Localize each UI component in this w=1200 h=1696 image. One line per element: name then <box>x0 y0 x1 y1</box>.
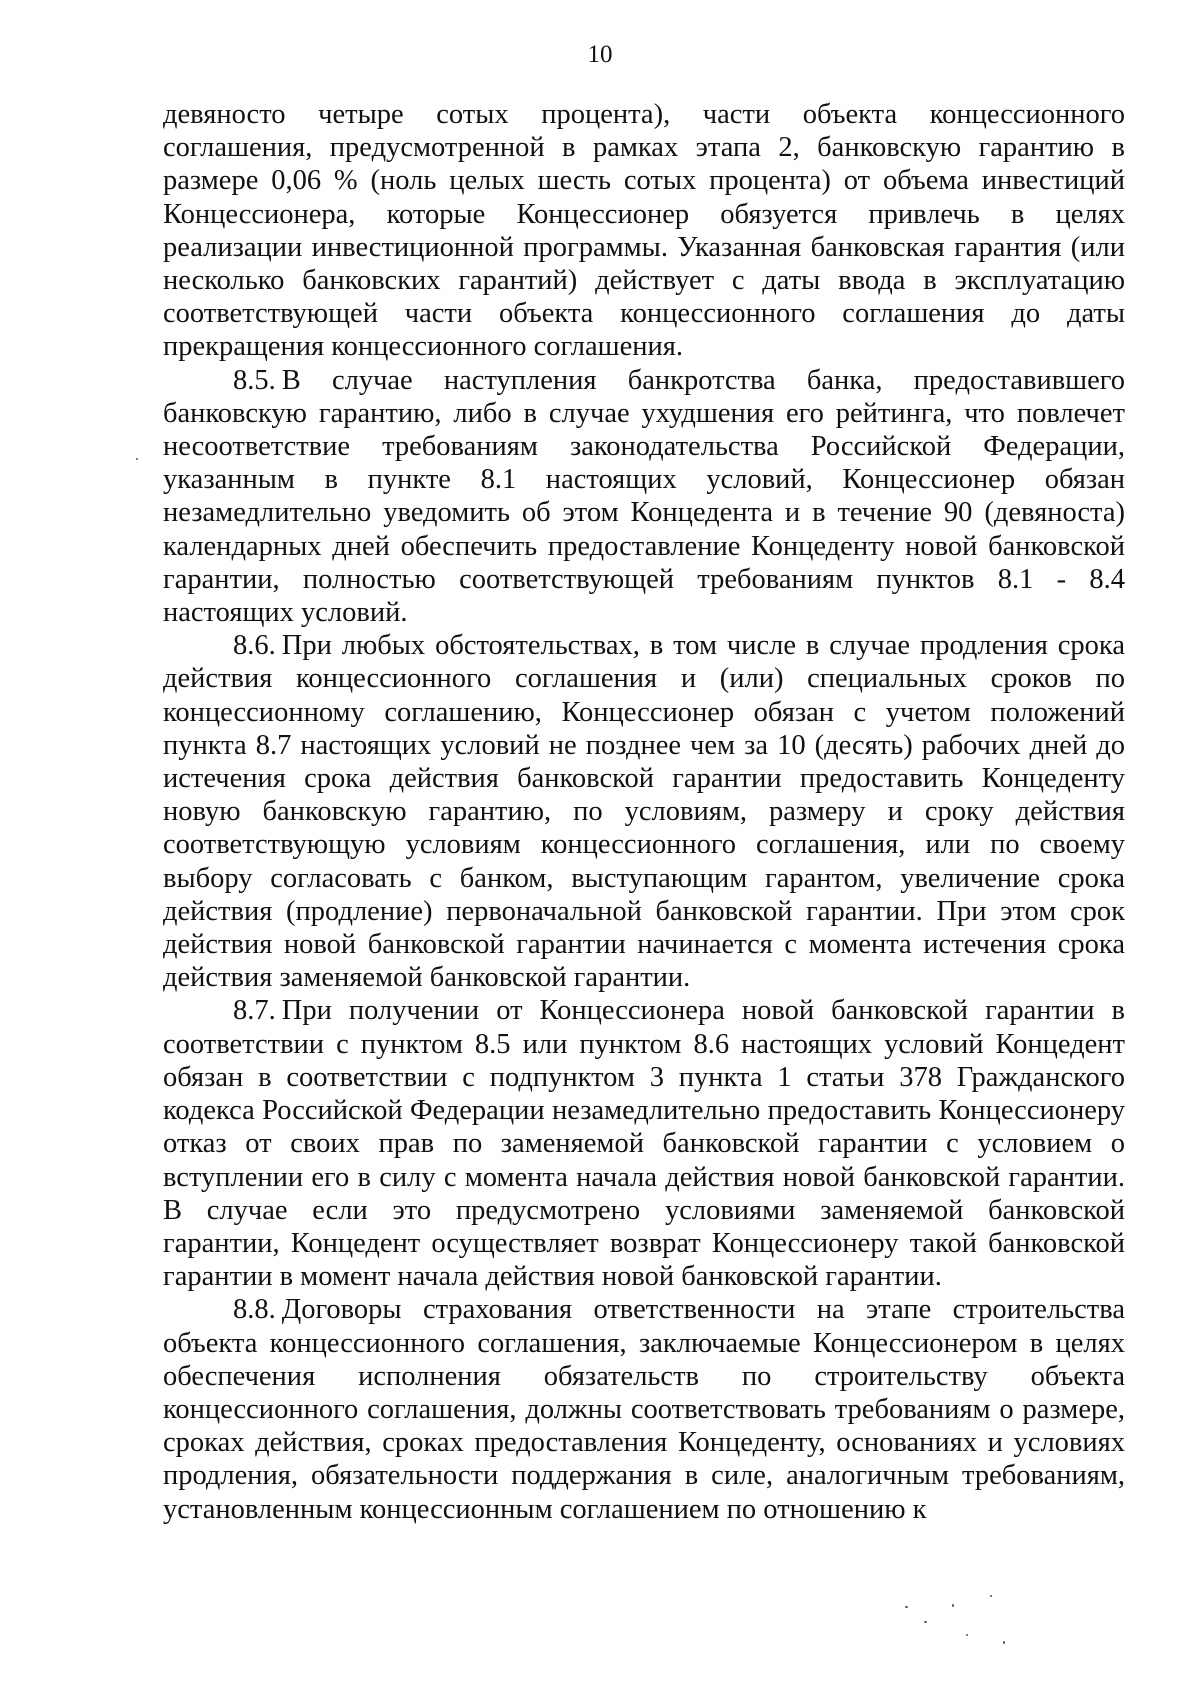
paragraph-8-8 <box>163 1293 1125 1525</box>
paragraph-text: Договоры страхования ответственности на этапе строительства объекта концессионного соглашения, заключаемые Концессионером в целях обеспечения исполнения обязательств по строительству объекта концессионного соглашения, должны соответствовать требованиям о размере, сроках действия, сроках предоставления Концеденту, основаниях и условиях продления, обязательности поддержания в силе, аналогичным требованиям, установленным концессионным соглашением по отношению к <box>163 1294 1125 1525</box>
paragraph-text: При получении от Концессионера новой банковской гарантии в соответствии с пунктом 8.5 или пунктом 8.6 настоящих условий Концедент обязан в соответствии с подпунктом 3 пункта 1 статьи 378 Гражданского кодекса Российской Федерации незамедлительно предоставить Концессионеру отказ от своих прав по заменяемой банковской гарантии с условием о вступлении его в силу с момента начала действия новой банковской гарантии. В случае если это предусмотрено условиями заменяемой банковской гарантии, Концедент осуществляет возврат Концессионеру такой банковской гарантии в момент начала действия новой банковской гарантии. <box>163 995 1125 1293</box>
scan-speck <box>1003 1641 1005 1644</box>
scan-speck <box>924 1621 927 1623</box>
scan-speck <box>952 1604 954 1607</box>
page-number: 10 <box>587 41 613 68</box>
paragraph-continuation <box>163 98 1125 364</box>
paragraph-8-6 <box>163 629 1125 994</box>
paragraph-8-5 <box>163 364 1125 630</box>
paragraph-number: 8.8. <box>233 1294 276 1326</box>
scan-speck <box>905 1606 908 1608</box>
paragraph-number: 8.5. <box>233 364 276 396</box>
paragraph-text: В случае наступления банкротства банка, предоставившего банковскую гарантию, либо в случае ухудшения его рейтинга, что повлечет несоответствие требованиям законодательства Российской Федерации, указанным в пункте 8.1 настоящих условий, Концессионер обязан незамедлительно уведомить об этом Концедента и в течение 90 (девяноста) календарных дней обеспечить предоставление Концеденту новой банковской гарантии, полностью соответствующей требованиям пунктов 8.1 - 8.4 настоящих условий. <box>163 364 1125 629</box>
paragraph-text: При любых обстоятельствах, в том числе в случае продления срока действия концессионного соглашения и (или) специальных сроков по концессионному соглашению, Концессионер обязан с учетом положений пункта 8.7 настоящих условий не позднее чем за 10 (десять) рабочих дней до истечения срока действия банковской гарантии предоставить Концеденту новую банковскую гарантию, по условиям, размеру и сроку действия соответствующую условиям концессионного соглашения, или по своему выбору согласовать с банком, выступающим гарантом, увеличение срока действия (продление) первоначальной банковской гарантии. При этом срок действия новой банковской гарантии начинается с момента истечения срока действия заменяемой банковской гарантии. <box>163 630 1125 994</box>
paragraph-8-7 <box>163 994 1125 1293</box>
scan-speck <box>966 1634 968 1636</box>
paragraph-text: девяносто четыре сотых процента), части объекта концессионного соглашения, предусмотренной в рамках этапа 2, банковскую гарантию в размере 0,06 % (ноль целых шесть сотых процента) от объема инвестиций Концессионера, которые Концессионер обязуется привлечь в целях реализации инвестиционной программы. Указанная банковская гарантия (или несколько банковских гарантий) действует с даты ввода в эксплуатацию соответствующей части объекта концессионного соглашения до даты прекращения концессионного соглашения. <box>163 99 1125 363</box>
scan-speck <box>136 458 138 460</box>
scan-speck <box>990 1595 992 1597</box>
paragraph-number: 8.7. <box>233 995 276 1027</box>
document-body <box>163 98 1125 1526</box>
paragraph-number: 8.6. <box>233 630 276 662</box>
